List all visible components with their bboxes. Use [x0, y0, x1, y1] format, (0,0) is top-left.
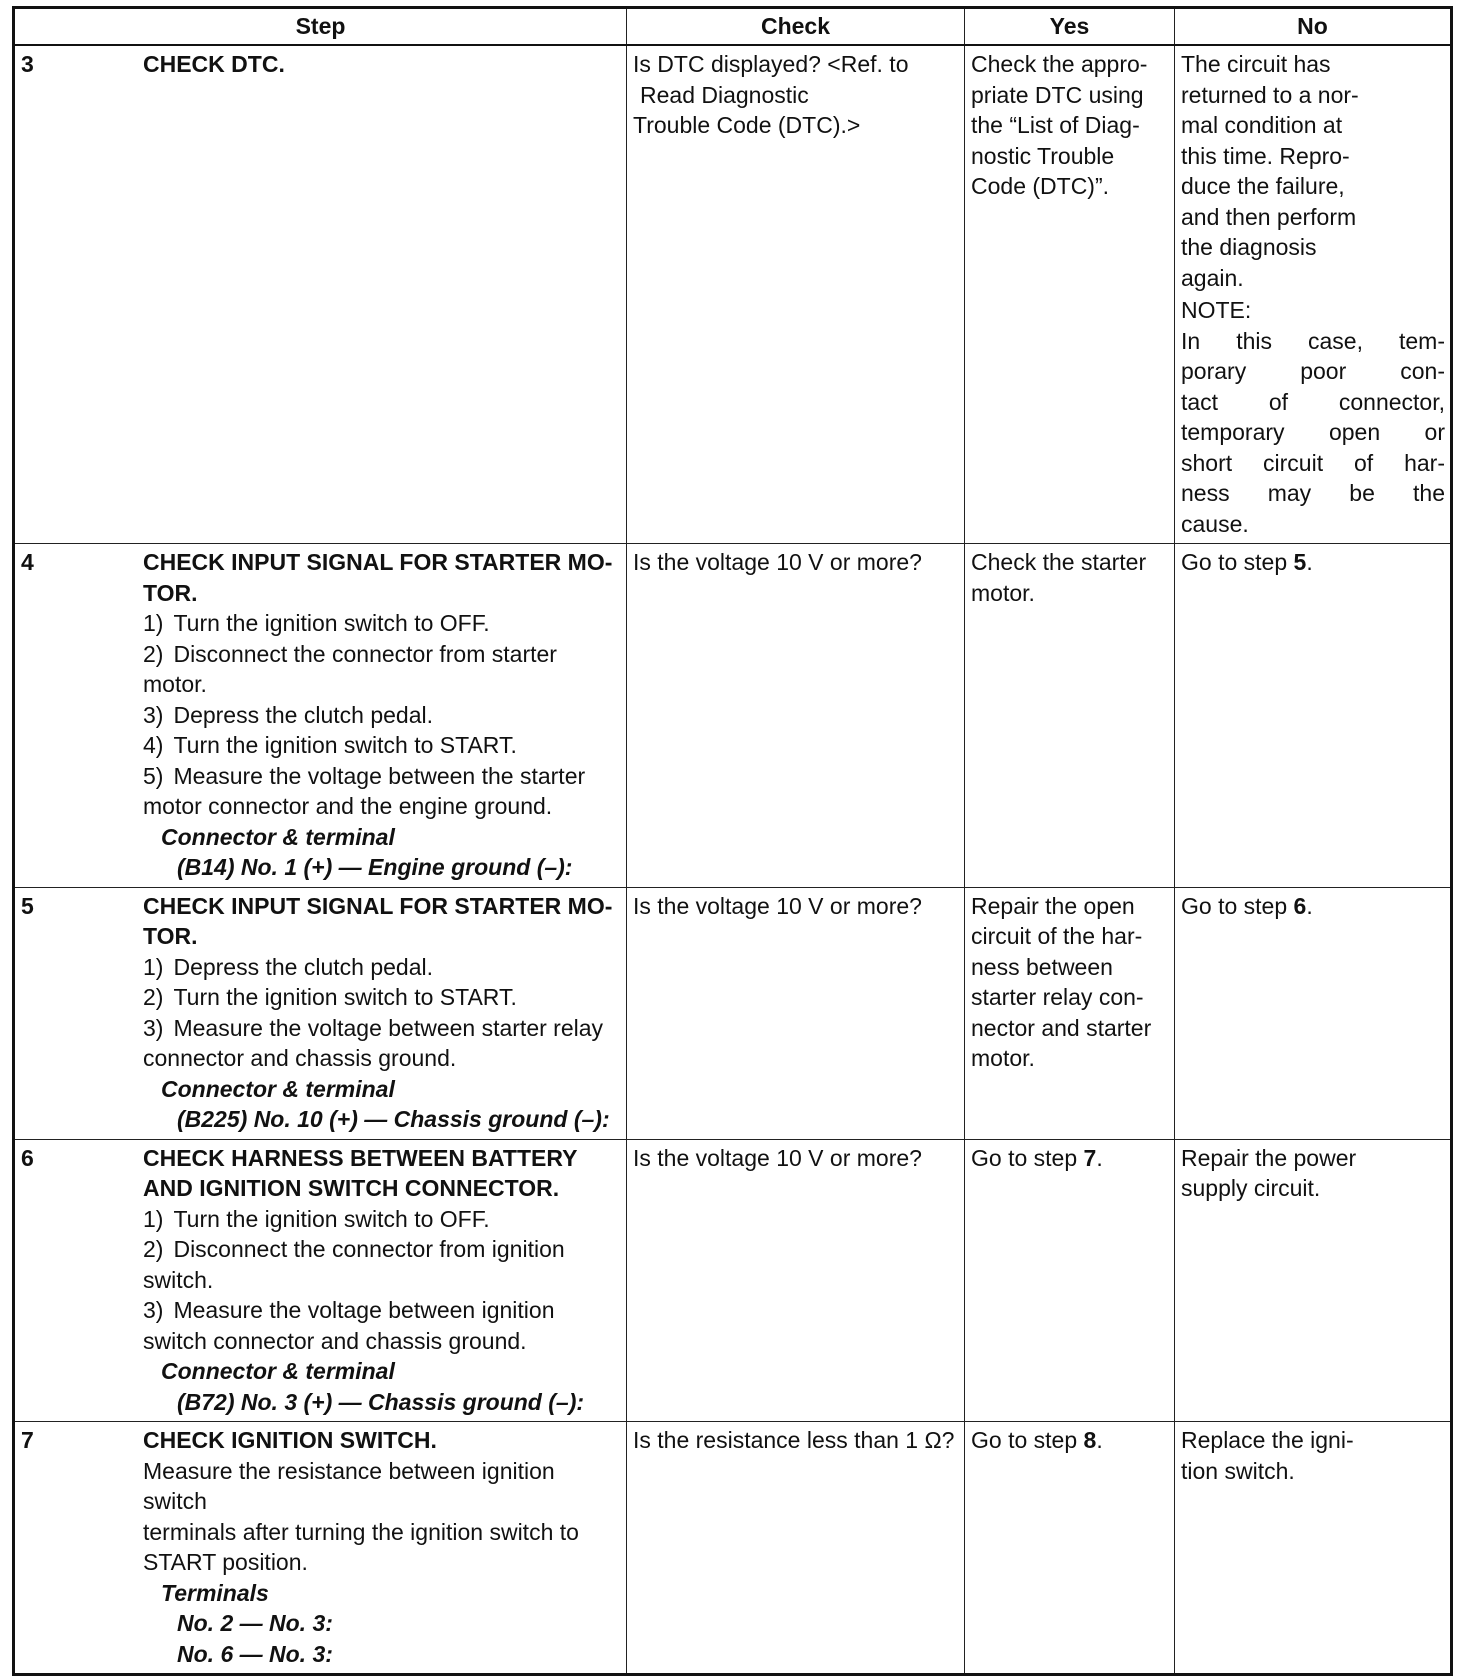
table-row	[14, 887, 1452, 1139]
substep-cont: switch.	[143, 1266, 214, 1293]
yes-line: the “List of Diag-	[971, 112, 1140, 138]
step-cell	[14, 544, 627, 888]
step-title: AND IGNITION SWITCH CONNECTOR.	[143, 1175, 560, 1201]
yes-cell	[965, 1139, 1175, 1422]
step-ref: 8	[1083, 1427, 1097, 1453]
no-line: the diagnosis	[1181, 234, 1317, 260]
no-cell	[1175, 1422, 1452, 1675]
check-cell: Is the voltage 10 V or more?	[627, 887, 965, 1139]
step-ref: 5	[1293, 549, 1307, 575]
connector-label: Connector & terminal	[161, 1358, 395, 1384]
no-line: returned to a nor-	[1181, 81, 1359, 108]
note-line: temporary open or	[1181, 419, 1445, 445]
substep-cont: motor.	[143, 671, 207, 697]
yes-line: motor.	[971, 1045, 1035, 1071]
yes-line: priate DTC using	[971, 81, 1144, 108]
substep: 4) Turn the ignition switch to START.	[143, 732, 517, 758]
no-line: tion switch.	[1181, 1457, 1295, 1484]
no-text: .	[1306, 549, 1313, 575]
substep: 3) Measure the voltage between starter relay	[143, 1014, 604, 1041]
yes-text: .	[1096, 1144, 1103, 1171]
yes-text: Go to step	[971, 1427, 1084, 1453]
yes-line: motor.	[971, 579, 1035, 606]
step-number: 5	[21, 892, 34, 919]
yes-cell	[965, 1422, 1175, 1675]
no-line: The circuit has	[1181, 51, 1331, 77]
substep-cont: connector and chassis ground.	[143, 1045, 457, 1071]
check-cell	[627, 45, 965, 544]
header-step: Step	[14, 8, 627, 46]
note-label: NOTE:	[1181, 297, 1252, 323]
no-line: again.	[1181, 264, 1244, 291]
table-row	[14, 1422, 1452, 1675]
table-row	[14, 1139, 1452, 1422]
connector-value: (B225) No. 10 (+) — Chassis ground (–):	[177, 1106, 610, 1132]
yes-line: ness between	[971, 953, 1113, 980]
diagnostic-table	[12, 6, 1453, 1676]
step-cell	[14, 45, 627, 544]
substep: 1) Turn the ignition switch to OFF.	[143, 610, 490, 636]
substep-cont: motor connector and the engine ground.	[143, 793, 553, 819]
note-line: In this case, tem-	[1181, 327, 1445, 354]
terminals-label: Terminals	[161, 1579, 269, 1606]
yes-line: Check the appro-	[971, 51, 1148, 77]
step-number: 6	[21, 1144, 34, 1171]
step-title: CHECK INPUT SIGNAL FOR STARTER MO-	[143, 892, 613, 919]
no-text: Go to step	[1181, 892, 1294, 919]
note-line: ness may be the	[1181, 480, 1445, 506]
yes-text: Go to step	[971, 1144, 1084, 1171]
step-cell	[14, 1139, 627, 1422]
step-title: TOR.	[143, 923, 198, 949]
substep: 2) Disconnect the connector from ignition	[143, 1236, 565, 1262]
header-row	[14, 8, 1452, 46]
no-text: .	[1306, 892, 1313, 919]
no-cell	[1175, 887, 1452, 1139]
yes-cell	[965, 887, 1175, 1139]
substep: 5) Measure the voltage between the starter	[143, 762, 586, 789]
step-number: 4	[21, 549, 34, 575]
connector-label: Connector & terminal	[161, 1075, 395, 1102]
no-cell	[1175, 1139, 1452, 1422]
step-ref: 7	[1083, 1144, 1097, 1171]
step-number: 3	[21, 51, 34, 77]
connector-value: (B72) No. 3 (+) — Chassis ground (–):	[177, 1388, 585, 1415]
no-line: and then perform	[1181, 203, 1357, 230]
yes-line: Code (DTC)”.	[971, 173, 1110, 199]
yes-line: nector and starter	[971, 1014, 1152, 1041]
no-line: duce the failure,	[1181, 173, 1345, 199]
note-line: cause.	[1181, 510, 1249, 537]
no-line: supply circuit.	[1181, 1175, 1321, 1201]
header-yes: Yes	[965, 8, 1175, 46]
check-cell: Is the voltage 10 V or more?	[627, 544, 965, 888]
terminals-line: No. 2 — No. 3:	[177, 1610, 333, 1636]
no-text: Go to step	[1181, 549, 1294, 575]
yes-line: nostic Trouble	[971, 142, 1115, 169]
step-body-line: Measure the resistance between ignition switch	[143, 1457, 555, 1514]
no-line: this time. Repro-	[1181, 142, 1350, 169]
note-line: tact of connector,	[1181, 388, 1445, 415]
check-cell: Is the resistance less than 1 Ω?	[627, 1422, 965, 1675]
yes-line: circuit of the har-	[971, 923, 1143, 949]
yes-cell	[965, 544, 1175, 888]
yes-text: .	[1096, 1427, 1103, 1453]
step-title: CHECK HARNESS BETWEEN BATTERY	[143, 1144, 578, 1171]
header-no: No	[1175, 8, 1452, 46]
step-cell	[14, 1422, 627, 1675]
no-cell	[1175, 544, 1452, 888]
check-line: Read Diagnostic	[640, 81, 809, 108]
step-ref: 6	[1293, 892, 1307, 919]
step-title: CHECK INPUT SIGNAL FOR STARTER MO-	[143, 549, 613, 575]
substep: 3) Depress the clutch pedal.	[143, 701, 433, 728]
yes-line: starter relay con-	[971, 984, 1144, 1010]
check-line: Trouble Code (DTC).>	[633, 112, 861, 138]
substep: 3) Measure the voltage between ignition	[143, 1297, 555, 1323]
no-line: Replace the igni-	[1181, 1427, 1354, 1453]
connector-value: (B14) No. 1 (+) — Engine ground (–):	[177, 854, 573, 880]
table-row	[14, 544, 1452, 888]
no-line: Repair the power	[1181, 1144, 1357, 1171]
yes-line: Check the starter	[971, 549, 1147, 575]
substep: 2) Turn the ignition switch to START.	[143, 984, 517, 1010]
yes-cell	[965, 45, 1175, 544]
step-title: CHECK IGNITION SWITCH.	[143, 1427, 437, 1453]
table-row	[14, 45, 1452, 544]
step-number: 7	[21, 1427, 34, 1453]
terminals-line: No. 6 — No. 3:	[177, 1640, 333, 1667]
connector-label: Connector & terminal	[161, 823, 395, 850]
step-cell	[14, 887, 627, 1139]
step-title: TOR.	[143, 579, 198, 606]
substep-cont: switch connector and chassis ground.	[143, 1327, 527, 1354]
no-cell	[1175, 45, 1452, 544]
step-title: CHECK DTC.	[143, 51, 285, 77]
substep: 2) Disconnect the connector from starter	[143, 640, 557, 667]
check-cell: Is the voltage 10 V or more?	[627, 1139, 965, 1422]
check-line: Is DTC displayed? <Ref. to	[633, 51, 909, 77]
yes-line: Repair the open	[971, 892, 1135, 919]
step-body-line: START position.	[143, 1549, 308, 1575]
substep: 1) Turn the ignition switch to OFF.	[143, 1205, 490, 1232]
note-line: porary poor con-	[1181, 358, 1445, 384]
no-line: mal condition at	[1181, 112, 1343, 138]
note-line: short circuit of har-	[1181, 449, 1445, 476]
header-check: Check	[627, 8, 965, 46]
step-body-line: terminals after turning the ignition switch to	[143, 1518, 579, 1545]
substep: 1) Depress the clutch pedal.	[143, 953, 433, 980]
